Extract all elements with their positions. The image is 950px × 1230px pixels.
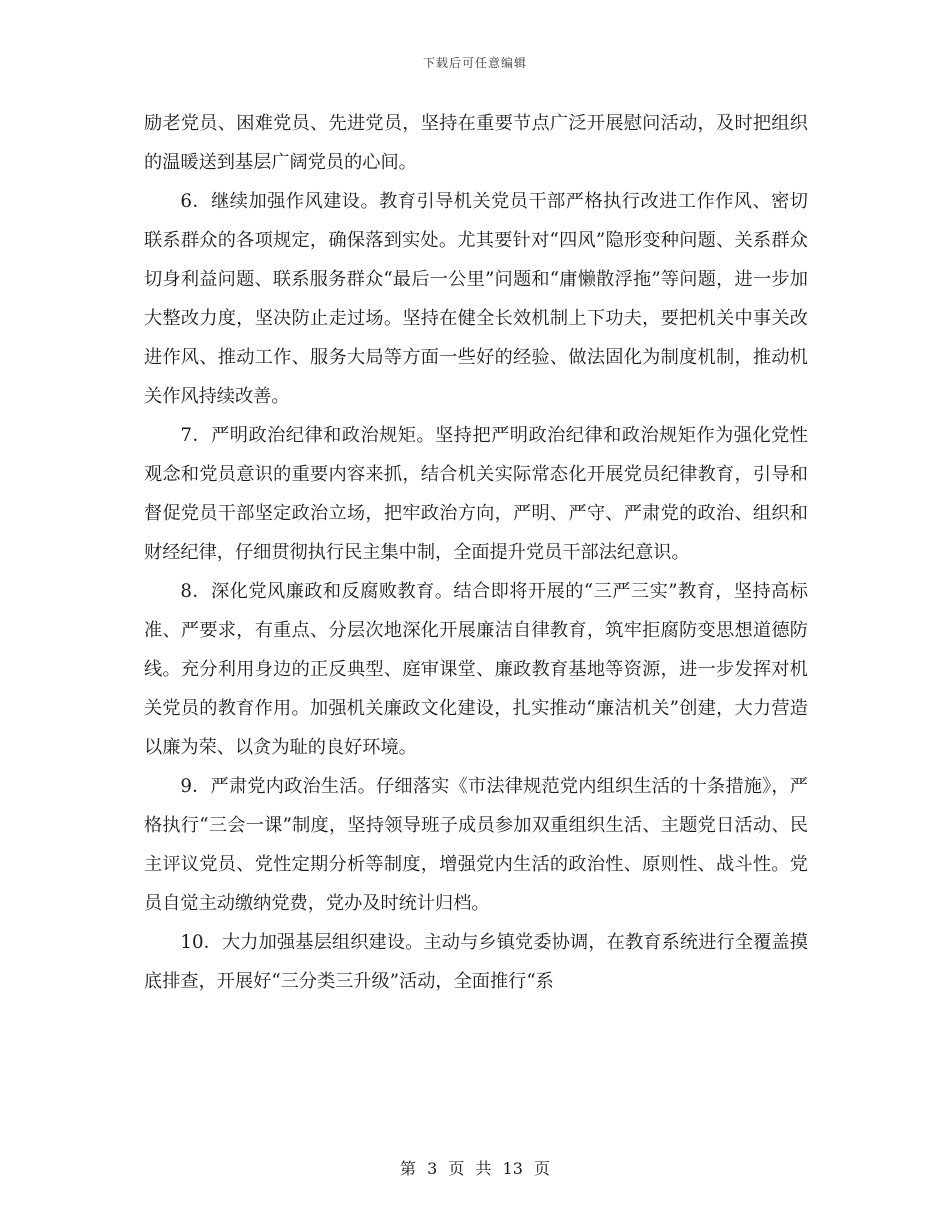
page-number-footer: 第 3 页 共 13 页 bbox=[400, 1159, 550, 1178]
paragraph-continuation: 励老党员、困难党员、先进党员，坚持在重要节点广泛开展慰问活动，及时把组织的温暖送到基层广阔党员的心间。 bbox=[144, 113, 808, 173]
paragraph-item-9: 9．严肃党内政治生活。仔细落实《市法律规范党内组织生活的十条措施》，严格执行“三会一课”制度，坚持领导班子成员参加双重组织生活、主题党日活动、民主评议党员、党性定期分析等制度，增强党内生活的政治性、原则性、战斗性。党员自觉主动缴纳党费，党办及时统计归档。 bbox=[144, 776, 808, 914]
paragraph-item-8: 8．深化党风廉政和反腐败教育。结合即将开展的“三严三实”教育，坚持高标准、严要求，有重点、分层次地深化开展廉洁自律教育，筑牢拒腐防变思想道德防线。充分利用身边的正反典型、庭审课堂、廉政教育基地等资源，进一步发挥对机关党员的教育作用。加强机关廉政文化建设，扎实推动“廉洁机关”创建，大力营造以廉为荣、以贪为耻的良好环境。 bbox=[144, 581, 808, 758]
page-header: 下载后可任意编辑 bbox=[422, 56, 527, 70]
document-body bbox=[144, 104, 808, 1001]
paragraph-item-7: 7．严明政治纪律和政治规矩。坚持把严明政治纪律和政治规矩作为强化党性观念和党员意识的重要内容来抓，结合机关实际常态化开展党员纪律教育，引导和督促党员干部坚定政治立场，把牢政治方向，严明、严守、严肃党的政治、组织和财经纪律，仔细贯彻执行民主集中制，全面提升党员干部法纪意识。 bbox=[144, 425, 808, 563]
paragraph-item-6: 6．继续加强作风建设。教育引导机关党员干部严格执行改进工作作风、密切联系群众的各项规定，确保落到实处。尤其要针对“四风”隐形变种问题、关系群众切身利益问题、联系服务群众“最后一公里”问题和“庸懒散浮拖”等问题，进一步加大整改力度，坚决防止走过场。坚持在健全长效机制上下功夫，要把机关中事关改进作风、推动工作、服务大局等方面一些好的经验、做法固化为制度机制，推动机关作风持续改善。 bbox=[144, 191, 808, 407]
paragraph-item-10: 10．大力加强基层组织建设。主动与乡镇党委协调，在教育系统进行全覆盖摸底排查，开展好“三分类三升级”活动，全面推行“系 bbox=[144, 932, 808, 992]
